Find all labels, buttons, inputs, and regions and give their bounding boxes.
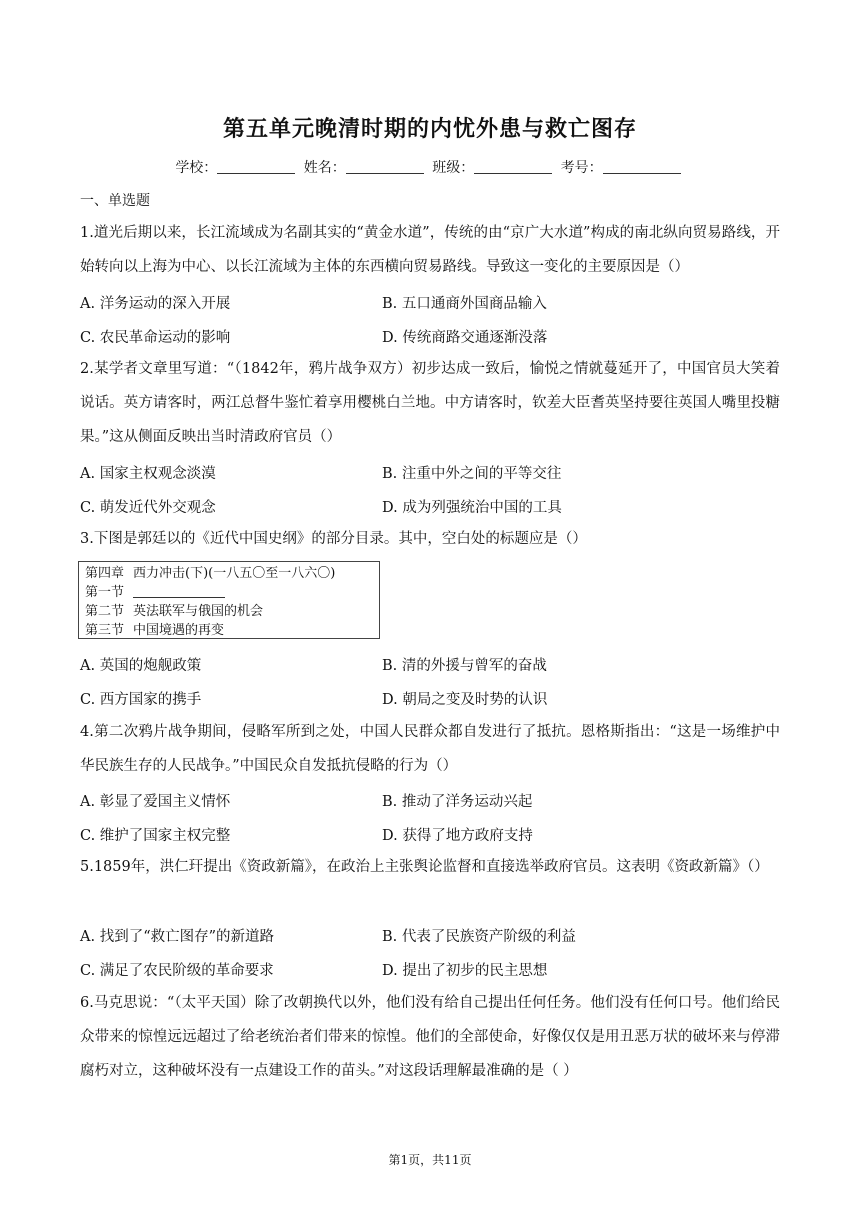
- exam-no-label: 考号：: [560, 160, 603, 176]
- question-1-stem: 1.道光后期以来，长江流域成为名副其实的“黄金水道”，传统的由“京广大水道”构成的南北纵向贸易路线，开始转向以上海为中心、以长江流域为主体的东西横向贸易路线。导致这一变化的主要原因是（）: [80, 225, 780, 275]
- question-3-stem: 3.下图是郭廷以的《近代中国史纲》的部分目录。其中，空白处的标题应是（）: [80, 531, 587, 547]
- section-heading: 一、单选题: [80, 193, 150, 209]
- name-label: 姓名：: [303, 160, 346, 176]
- student-info-line: [0, 157, 860, 177]
- option-d[interactable]: D. 提出了初步的民主思想: [382, 963, 548, 979]
- option-b[interactable]: B. 推动了洋务运动兴起: [382, 794, 533, 810]
- question-6-stem: 6.马克思说：“（太平天国）除了改朝换代以外，他们没有给自己提出任何任务。他们没有任何口号。他们给民众带来的惊惶远远超过了给老统治者们带来的惊惶。他们的全部使命，好像仅仅是用丑恶万状的破坏来与停滞腐朽对立，这种破坏没有一点建设工作的苗头。”对这段话理解最准确的是（ ）: [80, 995, 780, 1079]
- option-b[interactable]: B. 清的外援与曾军的奋战: [382, 658, 547, 674]
- page-footer: 第1页，共11页: [388, 1153, 472, 1167]
- option-a[interactable]: A. 彰显了爱国主义情怀: [80, 794, 231, 810]
- option-a[interactable]: A. 英国的炮舰政策: [80, 658, 202, 674]
- school-label: 学校：: [175, 160, 218, 176]
- option-d[interactable]: D. 获得了地方政府支持: [382, 828, 533, 844]
- option-c[interactable]: C. 农民革命运动的影响: [80, 330, 231, 346]
- option-b[interactable]: B. 五口通商外国商品输入: [382, 296, 547, 312]
- toc-row: 第四章 西力冲击(下)(一八五〇至一八六〇): [85, 566, 336, 581]
- toc-blank: [133, 585, 225, 598]
- question-5-stem: 5.1859年，洪仁玕提出《资政新篇》，在政治上主张舆论监督和直接选举政府官员。这表明《资政新篇》（）: [80, 859, 769, 875]
- school-blank[interactable]: [217, 159, 295, 174]
- option-d[interactable]: D. 朝局之变及时势的认识: [382, 692, 548, 708]
- class-label: 班级：: [432, 160, 475, 176]
- document-title: 第五单元晚清时期的内忧外患与救亡图存: [222, 117, 637, 142]
- table-of-contents-figure: [78, 561, 380, 639]
- question-4-stem: 4.第二次鸦片战争期间，侵略军所到之处，中国人民群众都自发进行了抵抗。恩格斯指出：“这是一场维护中华民族生存的人民战争。”中国民众自发抵抗侵略的行为（）: [80, 724, 780, 774]
- option-c[interactable]: C. 满足了农民阶级的革命要求: [80, 963, 274, 979]
- name-blank[interactable]: [346, 159, 424, 174]
- option-d[interactable]: D. 成为列强统治中国的工具: [382, 500, 562, 516]
- option-a[interactable]: A. 国家主权观念淡漠: [80, 466, 216, 482]
- question-2-stem: 2.某学者文章里写道：“（1842年，鸦片战争双方）初步达成一致后，愉悦之情就蔓延开了，中国官员大笑着说话。英方请客时，两江总督牛鉴忙着享用樱桃白兰地。中方请客时，钦差大臣耆英坚持要往英国人嘴里投糖果。”这从侧面反映出当时清政府官员（）: [80, 361, 780, 445]
- option-b[interactable]: B. 代表了民族资产阶级的利益: [382, 929, 576, 945]
- option-c[interactable]: C. 萌发近代外交观念: [80, 500, 216, 516]
- toc-row: 第三节 中国境遇的再变: [85, 623, 225, 638]
- toc-row: 第二节 英法联军与俄国的机会: [85, 604, 264, 619]
- option-c[interactable]: C. 维护了国家主权完整: [80, 828, 231, 844]
- toc-row: 第一节: [85, 583, 373, 602]
- option-b[interactable]: B. 注重中外之间的平等交往: [382, 466, 562, 482]
- option-d[interactable]: D. 传统商路交通逐渐没落: [382, 330, 548, 346]
- option-a[interactable]: A. 洋务运动的深入开展: [80, 296, 231, 312]
- option-c[interactable]: C. 西方国家的携手: [80, 692, 202, 708]
- option-a[interactable]: A. 找到了“救亡图存”的新道路: [80, 929, 275, 945]
- class-blank[interactable]: [474, 159, 552, 174]
- exam-no-blank[interactable]: [603, 159, 681, 174]
